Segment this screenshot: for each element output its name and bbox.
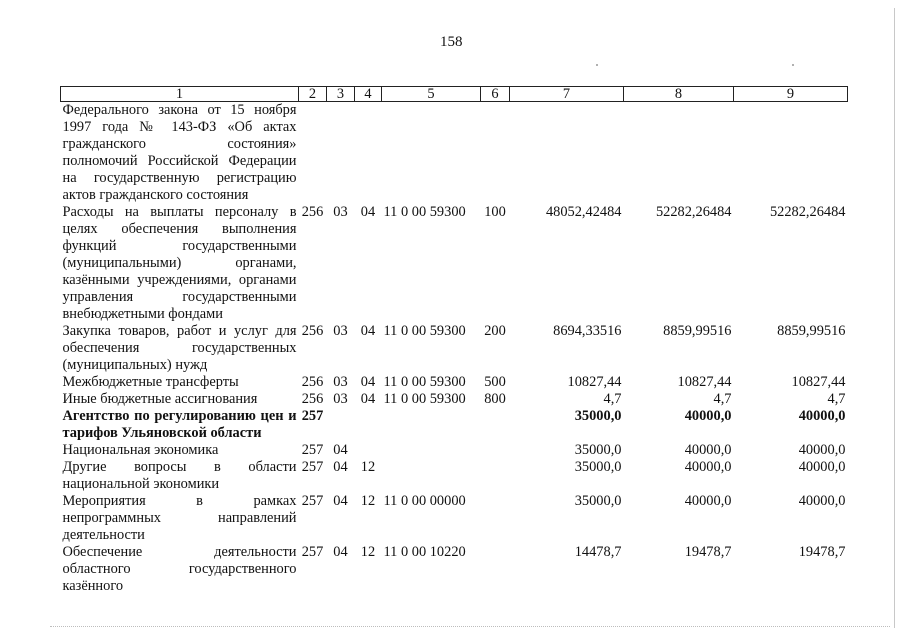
column-header: 9	[734, 87, 848, 102]
section-code: 03	[333, 204, 348, 220]
row-description: Федерального закона от 15 ноября 1997 года № 143-ФЗ «Об актах гражданского состояния» полномочий Российской Федерации на государственную регистрацию актов гражданского состояния	[62, 102, 297, 203]
column-header: 1	[61, 87, 299, 102]
amount-col7: 8694,33516	[553, 323, 622, 339]
amount-col8: 40000,0	[684, 459, 732, 475]
target-article-code	[382, 408, 481, 442]
table-row	[61, 442, 848, 459]
amount-col7: 35000,0	[574, 442, 622, 458]
expense-type-code	[481, 493, 510, 544]
amount-col8: 40000,0	[684, 408, 732, 424]
table-row	[61, 374, 848, 391]
expense-type-code: 200	[484, 323, 506, 339]
table-body	[61, 102, 848, 596]
ministry-code: 256	[301, 374, 324, 390]
row-description: Иные бюджетные ассигнования	[62, 391, 258, 407]
subsection-code	[355, 102, 382, 205]
row-description: Расходы на выплаты персоналу в целях обеспечения выполнения функций государственными (муниципальными) органами, казёнными учреждениями, органами управления государственными внебюджетными фондами	[62, 204, 297, 322]
section-code: 04	[333, 544, 348, 560]
target-article-code: 11 0 00 00000	[383, 493, 466, 509]
row-description: Национальная экономика	[62, 442, 219, 458]
subsection-code: 04	[360, 391, 376, 407]
target-article-code: 11 0 00 59300	[383, 374, 466, 390]
amount-col9: 40000,0	[798, 493, 846, 509]
subsection-code: 04	[360, 204, 376, 220]
ministry-code: 256	[301, 204, 324, 220]
target-article-code: 11 0 00 59300	[383, 323, 466, 339]
amount-col7: 14478,7	[574, 544, 622, 560]
ministry-code: 256	[301, 391, 324, 407]
ministry-code: 257	[301, 459, 324, 475]
subsection-code	[355, 408, 382, 442]
amount-col9: 52282,26484	[769, 204, 846, 220]
section-code	[327, 102, 355, 205]
expense-type-code	[481, 102, 510, 205]
amount-col7: 35000,0	[574, 408, 622, 424]
target-article-code: 11 0 00 10220	[383, 544, 466, 560]
column-header: 5	[382, 87, 481, 102]
amount-col9: 10827,44	[791, 374, 846, 390]
subsection-code: 04	[360, 374, 376, 390]
subsection-code: 12	[360, 459, 376, 475]
column-header: 2	[299, 87, 327, 102]
subsection-code: 04	[360, 323, 376, 339]
section-code: 03	[333, 391, 348, 407]
amount-col9: 4,7	[827, 391, 846, 407]
amount-col7: 35000,0	[574, 459, 622, 475]
amount-col8	[624, 102, 734, 205]
amount-col8: 8859,99516	[663, 323, 732, 339]
row-description: Агентство по регулированию цен и тарифов Ульяновской области	[62, 408, 297, 441]
amount-col9	[734, 102, 848, 205]
amount-col9: 40000,0	[798, 442, 846, 458]
section-code: 03	[333, 374, 348, 390]
subsection-code: 12	[360, 544, 376, 560]
target-article-code: 11 0 00 59300	[383, 204, 466, 220]
budget-table	[60, 86, 848, 595]
expense-type-code	[481, 408, 510, 442]
scan-speck	[792, 64, 794, 66]
column-header: 3	[327, 87, 355, 102]
target-article-code	[382, 459, 481, 493]
expense-type-code	[481, 442, 510, 459]
amount-col7: 35000,0	[574, 493, 622, 509]
subsection-code	[355, 442, 382, 459]
amount-col7	[510, 102, 624, 205]
amount-col7: 10827,44	[567, 374, 622, 390]
amount-col9: 40000,0	[798, 459, 846, 475]
column-header: 7	[510, 87, 624, 102]
column-header: 6	[481, 87, 510, 102]
target-article-code: 11 0 00 59300	[383, 391, 466, 407]
expense-type-code	[481, 544, 510, 595]
amount-col8: 40000,0	[684, 442, 732, 458]
amount-col9: 19478,7	[798, 544, 846, 560]
target-article-code	[382, 102, 481, 205]
scan-footer-line	[50, 626, 890, 629]
table-row	[61, 204, 848, 323]
amount-col8: 4,7	[713, 391, 732, 407]
table-row	[61, 459, 848, 493]
expense-type-code: 100	[484, 204, 506, 220]
ministry-code: 257	[301, 442, 324, 458]
row-description: Межбюджетные трансферты	[62, 374, 239, 390]
amount-col8: 19478,7	[684, 544, 732, 560]
expense-type-code: 500	[484, 374, 506, 390]
amount-col8: 52282,26484	[655, 204, 732, 220]
table-row	[61, 544, 848, 595]
ministry-code: 257	[301, 408, 324, 424]
ministry-code: 256	[301, 323, 324, 339]
section-code	[327, 408, 355, 442]
section-code: 03	[333, 323, 348, 339]
ministry-code: 257	[301, 493, 324, 509]
table-row	[61, 493, 848, 544]
table-row	[61, 391, 848, 408]
row-description: Мероприятия в рамках непрограммных направлений деятельности	[62, 493, 297, 543]
table-row	[61, 102, 848, 205]
table-row-agency	[61, 408, 848, 442]
amount-col8: 10827,44	[677, 374, 732, 390]
expense-type-code	[481, 459, 510, 493]
row-description: Другие вопросы в области национальной экономики	[62, 459, 297, 492]
section-code: 04	[333, 442, 348, 458]
amount-col7: 48052,42484	[545, 204, 622, 220]
amount-col9: 8859,99516	[777, 323, 846, 339]
table-row	[61, 323, 848, 374]
column-header: 4	[355, 87, 382, 102]
page-number: 158	[440, 34, 463, 50]
column-header: 8	[624, 87, 734, 102]
ministry-code: 257	[301, 544, 324, 560]
expense-type-code: 800	[484, 391, 506, 407]
scan-speck	[596, 64, 598, 66]
amount-col7: 4,7	[603, 391, 622, 407]
row-description: Обеспечение деятельности областного государственного казённого	[62, 544, 297, 594]
row-description: Закупка товаров, работ и услуг для обеспечения государственных (муниципальных) нужд	[62, 323, 297, 373]
subsection-code: 12	[360, 493, 376, 509]
amount-col9: 40000,0	[798, 408, 846, 424]
table-header	[61, 87, 848, 102]
ministry-code	[299, 102, 327, 205]
target-article-code	[382, 442, 481, 459]
section-code: 04	[333, 493, 348, 509]
section-code: 04	[333, 459, 348, 475]
amount-col8: 40000,0	[684, 493, 732, 509]
